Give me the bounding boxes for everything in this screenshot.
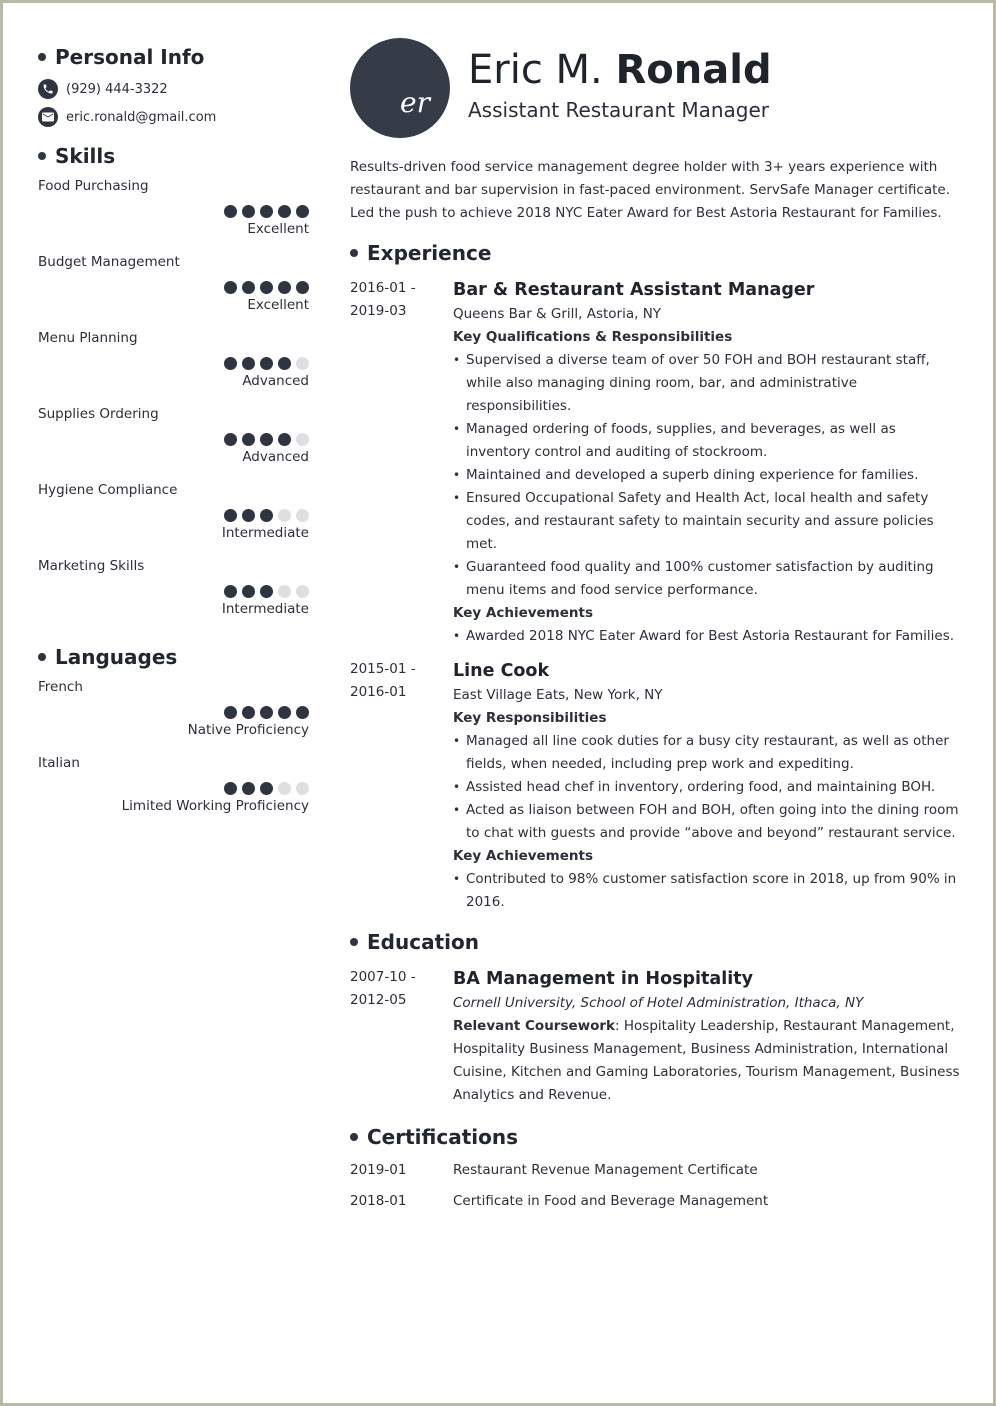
rating-dot-filled-icon [242,706,255,719]
job-date-start: 2016-01 - [350,280,416,296]
experience-entry [350,277,962,648]
full-name [468,46,772,94]
coursework-label: Relevant Coursework [453,1018,616,1034]
rating-dots [38,357,309,371]
list-item: • Ensured Occupational Safety and Health Act, local health and safety codes, and restaurant safety to maintain security and assure policies met. [453,487,962,556]
rating-dot-filled-icon [242,782,255,795]
degree-title: BA Management in Hospitality [453,969,753,989]
rating-dot-filled-icon [260,782,273,795]
languages-level: Native Proficiency [187,722,309,738]
skills-item [38,558,309,620]
rating-dot-filled-icon [224,281,237,294]
education-heading [350,928,962,956]
rating-dots [38,706,309,720]
rating-dot-filled-icon [242,357,255,370]
rating-dot-filled-icon [224,433,237,446]
rating-dot-filled-icon [242,509,255,522]
skills-item [38,482,309,544]
rating-dots [38,585,309,599]
list-item: • Maintained and developed a superb dining experience for families. [453,464,962,487]
skills-name: Budget Management [38,254,180,270]
list-item: • Guaranteed food quality and 100% customer satisfaction by auditing menu items and food service performance. [453,556,962,602]
job-body [453,658,962,914]
skills-level: Intermediate [221,601,309,617]
rating-dot-filled-icon [224,782,237,795]
list-item: • Awarded 2018 NYC Eater Award for Best Astoria Restaurant for Families. [453,625,962,648]
rating-dot-empty-icon [296,782,309,795]
achievements-list [453,625,962,648]
rating-dot-filled-icon [224,706,237,719]
skills-level: Intermediate [221,525,309,541]
rating-dot-empty-icon [296,509,309,522]
responsibilities-label: Key Qualifications & Responsibilities [453,329,733,345]
job-date-start: 2015-01 - [350,661,416,677]
rating-dot-empty-icon [296,433,309,446]
experience-heading [350,239,962,267]
certifications-list [350,1159,962,1213]
rating-dot-filled-icon [260,205,273,218]
heading-bullet-icon [350,938,358,946]
resume-page [3,3,993,1403]
rating-dot-filled-icon [296,706,309,719]
job-role: Assistant Restaurant Manager [468,98,769,122]
rating-dot-filled-icon [242,433,255,446]
rating-dot-empty-icon [296,585,309,598]
responsibilities-list [453,730,962,845]
skills-name: Supplies Ordering [38,406,159,422]
achievements-label: Key Achievements [453,605,594,621]
job-dates [350,658,453,914]
email-icon [38,107,58,127]
languages-item [38,755,309,817]
heading-bullet-icon [350,249,358,257]
phone-icon [38,79,58,99]
skills-item [38,254,309,316]
education-entry [350,966,962,1107]
job-date-end: 2019-03 [350,303,407,319]
languages-heading [38,643,309,671]
list-item: • Supervised a diverse team of over 50 FOH and BOH restaurant staff, while also managing dining room, bar, and administrative responsibilities. [453,349,962,418]
list-item: • Managed all line cook duties for a busy city restaurant, as well as other fields, when needed, including prep work and expediting. [453,730,962,776]
coursework [453,1015,962,1107]
education-title: Education [367,930,479,954]
rating-dots [38,281,309,295]
name-block [468,38,772,142]
rating-dot-empty-icon [296,357,309,370]
rating-dot-empty-icon [278,509,291,522]
heading-bullet-icon [38,53,46,61]
rating-dot-filled-icon [224,357,237,370]
certifications-title: Certifications [367,1125,518,1149]
rating-dot-filled-icon [242,281,255,294]
list-item: • Contributed to 98% customer satisfaction score in 2018, up from 90% in 2016. [453,868,962,914]
certification-date: 2018-01 [350,1193,407,1209]
certifications-heading [350,1123,962,1151]
phone-row [38,79,309,99]
heading-bullet-icon [38,653,46,661]
certification-row [350,1190,962,1213]
experience-entry [350,658,962,914]
rating-dot-filled-icon [278,281,291,294]
skills-level: Advanced [242,373,309,389]
phone-number: (929) 444-3322 [66,81,168,97]
rating-dot-filled-icon [260,585,273,598]
rating-dot-filled-icon [224,509,237,522]
achievements-label: Key Achievements [453,848,594,864]
company-name: Queens Bar & Grill, Astoria, NY [453,306,662,322]
experience-title: Experience [367,241,492,265]
first-name: Eric M. [468,47,603,93]
experience-list [350,277,962,914]
certification-name: Restaurant Revenue Management Certificate [453,1162,758,1178]
skills-level: Advanced [242,449,309,465]
right-column [350,38,962,1213]
languages-title: Languages [55,645,178,669]
rating-dot-filled-icon [278,706,291,719]
rating-dot-filled-icon [278,205,291,218]
job-date-end: 2016-01 [350,684,407,700]
languages-level: Limited Working Proficiency [121,798,309,814]
heading-bullet-icon [350,1133,358,1141]
education-date-end: 2012-05 [350,992,407,1008]
languages-name: French [38,679,83,695]
skills-name: Menu Planning [38,330,138,346]
rating-dots [38,205,309,219]
rating-dot-empty-icon [278,782,291,795]
rating-dots [38,782,309,796]
resume-header [350,38,962,142]
personal-info-heading [38,43,309,71]
rating-dots [38,433,309,447]
rating-dot-filled-icon [224,585,237,598]
list-item: • Managed ordering of foods, supplies, and beverages, as well as inventory control and auditing of stockroom. [453,418,962,464]
languages-list [38,679,309,817]
skills-item [38,330,309,392]
rating-dot-filled-icon [260,509,273,522]
skills-heading [38,142,309,170]
skills-name: Food Purchasing [38,178,149,194]
skills-level: Excellent [247,297,309,313]
list-item: • Acted as liaison between FOH and BOH, often going into the dining room to chat with guests and provide “above and beyond” restaurant service. [453,799,962,845]
heading-bullet-icon [38,152,46,160]
summary: Results-driven food service management degree holder with 3+ years experience with restaurant and bar supervision in fast-paced environment. ServSafe Manager certificate. Led the push to achieve 2018 NYC Eater Award for Best Astoria Restaurant for Families. [350,159,950,221]
list-item: • Assisted head chef in inventory, ordering food, and maintaining BOH. [453,776,962,799]
coursework-text: : Hospitality Leadership, Restaurant Management, Hospitality Business Management, Business Administration, International Cuisine, Kitchen and Gaming Laboratories, Tourism Management, Business Analytics and Revenue. [453,1018,960,1103]
job-title: Line Cook [453,661,550,681]
rating-dots [38,509,309,523]
school-name: Cornell University, School of Hotel Administration, Ithaca, NY [453,995,864,1011]
personal-info-title: Personal Info [55,45,205,69]
rating-dot-filled-icon [260,281,273,294]
skills-title: Skills [55,144,116,168]
skills-name: Hygiene Compliance [38,482,178,498]
rating-dot-filled-icon [278,357,291,370]
job-title: Bar & Restaurant Assistant Manager [453,280,815,300]
rating-dot-filled-icon [224,205,237,218]
avatar [350,38,450,138]
rating-dot-filled-icon [260,433,273,446]
certification-name: Certificate in Food and Beverage Management [453,1193,769,1209]
achievements-list [453,868,962,914]
skills-level: Excellent [247,221,309,237]
skills-item [38,178,309,240]
job-body [453,277,962,648]
rating-dot-filled-icon [296,281,309,294]
responsibilities-list [453,349,962,602]
email-row [38,107,309,127]
rating-dot-filled-icon [296,205,309,218]
education-dates [350,966,453,1107]
rating-dot-filled-icon [278,433,291,446]
job-dates [350,277,453,648]
education-body [453,966,962,1107]
certification-row [350,1159,962,1182]
languages-name: Italian [38,755,80,771]
last-name: Ronald [615,47,772,93]
rating-dot-empty-icon [278,585,291,598]
left-column [38,43,309,817]
company-name: East Village Eats, New York, NY [453,687,663,703]
rating-dot-filled-icon [260,357,273,370]
rating-dot-filled-icon [242,205,255,218]
email-address: eric.ronald@gmail.com [66,109,217,125]
avatar-initials: er [400,86,430,119]
skills-list [38,178,309,620]
skills-name: Marketing Skills [38,558,145,574]
certification-date: 2019-01 [350,1162,407,1178]
responsibilities-label: Key Responsibilities [453,710,607,726]
education-date-start: 2007-10 - [350,969,416,985]
languages-item [38,679,309,741]
rating-dot-filled-icon [260,706,273,719]
rating-dot-filled-icon [242,585,255,598]
skills-item [38,406,309,468]
